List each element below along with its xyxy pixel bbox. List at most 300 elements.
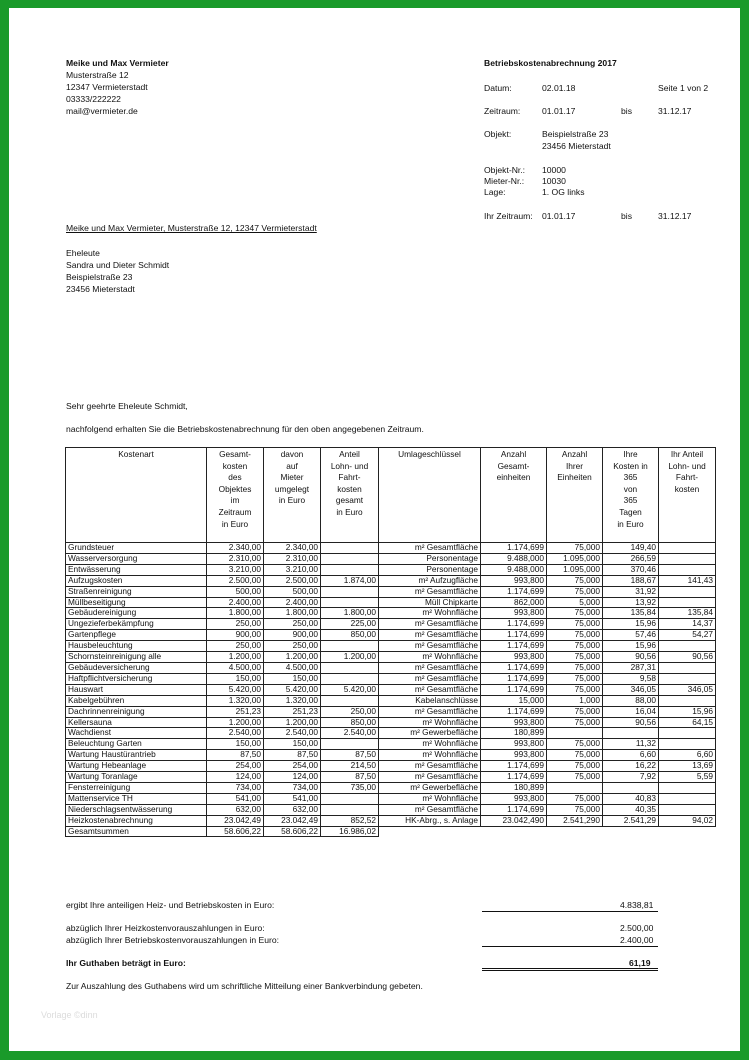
table-cell: 188,67 [603, 575, 659, 586]
table-cell: 64,15 [659, 717, 716, 728]
table-cell [659, 804, 716, 815]
recipient-line1: Eheleute [66, 248, 100, 258]
page-number: Seite 1 von 2 [658, 83, 709, 93]
table-cell: 15,96 [603, 619, 659, 630]
table-cell: 3.210,00 [207, 564, 264, 575]
table-cell: 2.310,00 [264, 553, 321, 564]
column-header: Anzahl Ihrer Einheiten [547, 448, 603, 543]
table-cell: 1.095,000 [547, 564, 603, 575]
table-cell: Wartung Toranlage [66, 772, 207, 783]
table-cell: Hauswart [66, 684, 207, 695]
table-cell [547, 782, 603, 793]
objekt-street: Beispielstraße 23 [542, 129, 609, 139]
table-cell: 1.174,699 [481, 684, 547, 695]
table-cell: 4.500,00 [207, 662, 264, 673]
datum-value: 02.01.18 [542, 83, 576, 93]
table-cell: 75,000 [547, 750, 603, 761]
table-cell: 287,31 [603, 662, 659, 673]
table-cell: m² Gesamtfläche [379, 641, 481, 652]
table-cell [321, 739, 379, 750]
table-row [66, 630, 716, 641]
table-cell: 54,27 [659, 630, 716, 641]
table-cell: 370,46 [603, 564, 659, 575]
table-cell: Heizkostenabrechnung [66, 815, 207, 826]
table-cell: 2.541,29 [603, 815, 659, 826]
table-cell: 1.095,000 [547, 553, 603, 564]
table-cell: Haftpflichtversicherung [66, 673, 207, 684]
table-cell: 87,50 [207, 750, 264, 761]
table-cell: Gartenpflege [66, 630, 207, 641]
table-cell: 40,83 [603, 793, 659, 804]
table-cell: Entwässerung [66, 564, 207, 575]
table-cell: Straßenreinigung [66, 586, 207, 597]
lage-value: 1. OG links [542, 187, 585, 197]
table-cell: Ungezieferbekämpfung [66, 619, 207, 630]
heiz-label: abzüglich Ihrer Heizkostenvorauszahlungen in Euro: [66, 923, 265, 933]
table-row [66, 815, 716, 826]
table-cell [659, 673, 716, 684]
table-cell: 90,56 [603, 717, 659, 728]
table-cell [321, 641, 379, 652]
table-cell: Müll Chipkarte [379, 597, 481, 608]
table-cell: 500,00 [207, 586, 264, 597]
totals-cell: 16.986,02 [321, 826, 379, 837]
table-cell: 75,000 [547, 608, 603, 619]
table-cell: 346,05 [603, 684, 659, 695]
table-cell: 9.488,000 [481, 564, 547, 575]
table-cell: 5.420,00 [207, 684, 264, 695]
table-row [66, 706, 716, 717]
table-cell [321, 564, 379, 575]
table-cell: 1.320,00 [207, 695, 264, 706]
table-cell: m² Gesamtfläche [379, 586, 481, 597]
table-cell [659, 564, 716, 575]
table-cell: 75,000 [547, 804, 603, 815]
table-cell: 1.174,699 [481, 543, 547, 554]
table-cell: Wasserversorgung [66, 553, 207, 564]
guthaben-label: Ihr Guthaben beträgt in Euro: [66, 958, 186, 968]
column-header: Kostenart [66, 448, 207, 543]
ihr-zeitraum-to: 31.12.17 [658, 211, 692, 221]
table-row [66, 553, 716, 564]
table-cell: 1.174,699 [481, 619, 547, 630]
table-cell: 900,00 [264, 630, 321, 641]
table-cell: 2.540,00 [321, 728, 379, 739]
lage-label: Lage: [484, 187, 506, 197]
table-cell: 2.500,00 [264, 575, 321, 586]
table-cell: 1.200,00 [321, 652, 379, 663]
table-row [66, 564, 716, 575]
table-cell: 1.874,00 [321, 575, 379, 586]
table-cell: 3.210,00 [264, 564, 321, 575]
table-row [66, 575, 716, 586]
table-cell: HK-Abrg., s. Anlage [379, 815, 481, 826]
table-cell: 4.500,00 [264, 662, 321, 673]
table-cell [321, 793, 379, 804]
table-cell: Wachdienst [66, 728, 207, 739]
mieter-nr: 10030 [542, 176, 566, 186]
sender-name: Meike und Max Vermieter [66, 58, 169, 68]
table-cell [321, 804, 379, 815]
table-cell: 1.200,00 [207, 717, 264, 728]
table-cell: m² Wohnfläche [379, 793, 481, 804]
table-cell: 1.174,699 [481, 804, 547, 815]
table-cell: 1.174,699 [481, 641, 547, 652]
table-cell: 254,00 [207, 761, 264, 772]
divider [482, 968, 658, 969]
betrieb-label: abzüglich Ihrer Betriebskostenvorauszahlungen in Euro: [66, 935, 280, 945]
table-cell: 75,000 [547, 772, 603, 783]
document-page [9, 8, 740, 1051]
table-cell: 75,000 [547, 662, 603, 673]
sender-phone: 03333/222222 [66, 94, 121, 104]
table-cell: 993,800 [481, 608, 547, 619]
table-cell [659, 543, 716, 554]
table-cell: 75,000 [547, 673, 603, 684]
table-cell: 1.174,699 [481, 662, 547, 673]
table-row [66, 586, 716, 597]
table-cell [603, 782, 659, 793]
table-cell: 88,00 [603, 695, 659, 706]
table-row [66, 804, 716, 815]
table-cell: 1.200,00 [264, 717, 321, 728]
table-cell: 149,40 [603, 543, 659, 554]
table-cell: 15,000 [481, 695, 547, 706]
intro-text: nachfolgend erhalten Sie die Betriebskostenabrechnung für den oben angegebenen Zeitraum. [66, 424, 424, 434]
table-cell: 993,800 [481, 739, 547, 750]
table-cell: 1.200,00 [207, 652, 264, 663]
column-header: Umlageschlüssel [379, 448, 481, 543]
table-cell: 225,00 [321, 619, 379, 630]
table-cell: 250,00 [321, 706, 379, 717]
table-cell: Hausbeleuchtung [66, 641, 207, 652]
table-row [66, 782, 716, 793]
table-cell: 1.800,00 [264, 608, 321, 619]
objekt-nr: 10000 [542, 165, 566, 175]
table-cell: 180,899 [481, 782, 547, 793]
divider [482, 911, 658, 912]
table-cell: 75,000 [547, 575, 603, 586]
table-cell: 135,84 [659, 608, 716, 619]
table-row [66, 717, 716, 728]
table-cell: 1.174,699 [481, 761, 547, 772]
table-cell: Fensterreinigung [66, 782, 207, 793]
table-cell [321, 695, 379, 706]
table-row [66, 641, 716, 652]
table-cell: m² Wohnfläche [379, 652, 481, 663]
table-cell: 13,69 [659, 761, 716, 772]
table-cell: 87,50 [321, 750, 379, 761]
recipient-line2: Sandra und Dieter Schmidt [66, 260, 170, 270]
table-cell: 993,800 [481, 717, 547, 728]
ihr-zeitraum-from: 01.01.17 [542, 211, 576, 221]
objekt-city: 23456 Mieterstadt [542, 141, 611, 151]
table-cell: m² Gesamtfläche [379, 673, 481, 684]
table-row [66, 728, 716, 739]
betrieb-value: 2.400,00 [620, 935, 654, 945]
table-cell: 23.042,490 [481, 815, 547, 826]
table-cell: Grundsteuer [66, 543, 207, 554]
table-cell: 141,43 [659, 575, 716, 586]
table-cell: m² Gesamtfläche [379, 761, 481, 772]
table-cell: 180,899 [481, 728, 547, 739]
table-cell: Niederschlagsentwässerung [66, 804, 207, 815]
table-cell: 1.200,00 [264, 652, 321, 663]
table-cell [603, 728, 659, 739]
table-cell: 75,000 [547, 684, 603, 695]
table-cell: 75,000 [547, 543, 603, 554]
table-cell [659, 597, 716, 608]
table-cell: 1,000 [547, 695, 603, 706]
table-cell: 31,92 [603, 586, 659, 597]
sender-email: mail@vermieter.de [66, 106, 138, 116]
table-cell: m² Gesamtfläche [379, 706, 481, 717]
table-cell: 23.042,49 [264, 815, 321, 826]
table-cell: 40,35 [603, 804, 659, 815]
table-cell: 900,00 [207, 630, 264, 641]
anteil-value: 4.838,81 [620, 900, 654, 910]
objekt-nr-label: Objekt-Nr.: [484, 165, 526, 175]
table-cell [659, 553, 716, 564]
table-cell: Dachrinnenreinigung [66, 706, 207, 717]
ihr-zeitraum-bis: bis [621, 211, 632, 221]
table-cell [659, 662, 716, 673]
table-cell: 13,92 [603, 597, 659, 608]
table-cell: 993,800 [481, 652, 547, 663]
table-cell: 1.174,699 [481, 586, 547, 597]
zeitraum-label: Zeitraum: [484, 106, 521, 116]
zeitraum-bis: bis [621, 106, 632, 116]
table-row [66, 608, 716, 619]
table-cell: 2.541,290 [547, 815, 603, 826]
table-cell [659, 728, 716, 739]
table-row [66, 662, 716, 673]
table-cell: 1.320,00 [264, 695, 321, 706]
table-cell: 75,000 [547, 739, 603, 750]
table-cell: 6,60 [603, 750, 659, 761]
table-cell [659, 695, 716, 706]
guthaben-value: 61,19 [629, 958, 651, 968]
table-cell: 862,000 [481, 597, 547, 608]
table-cell: 75,000 [547, 619, 603, 630]
table-cell: m² Gesamtfläche [379, 630, 481, 641]
table-row [66, 750, 716, 761]
totals-cell: 58.606,22 [264, 826, 321, 837]
table-cell: 150,00 [207, 673, 264, 684]
table-cell: 250,00 [264, 641, 321, 652]
table-cell: m² Gesamtfläche [379, 619, 481, 630]
anteil-label: ergibt Ihre anteiligen Heiz- und Betriebskosten in Euro: [66, 900, 275, 910]
recipient-line3: Beispielstraße 23 [66, 272, 133, 282]
table-row [66, 652, 716, 663]
table-cell: Beleuchtung Garten [66, 739, 207, 750]
column-header: Ihre Kosten in 365 von 365 Tagen in Euro [603, 448, 659, 543]
table-cell [321, 597, 379, 608]
table-cell: 993,800 [481, 793, 547, 804]
table-cell: 90,56 [603, 652, 659, 663]
column-header: davon auf Mieter umgelegt in Euro [264, 448, 321, 543]
table-cell: 1.174,699 [481, 772, 547, 783]
ihr-zeitraum-label: Ihr Zeitraum: [484, 211, 533, 221]
table-cell: m² Gesamtfläche [379, 543, 481, 554]
table-cell: 75,000 [547, 717, 603, 728]
table-cell: m² Wohnfläche [379, 750, 481, 761]
table-cell: Wartung Hebeanlage [66, 761, 207, 772]
table-row [66, 761, 716, 772]
objekt-label: Objekt: [484, 129, 512, 139]
table-cell: 251,23 [264, 706, 321, 717]
table-cell: 75,000 [547, 630, 603, 641]
table-cell: m² Gesamtfläche [379, 684, 481, 695]
datum-label: Datum: [484, 83, 512, 93]
totals-row [66, 826, 716, 837]
table-cell [547, 728, 603, 739]
table-cell: 735,00 [321, 782, 379, 793]
table-cell: 1.174,699 [481, 706, 547, 717]
table-row [66, 543, 716, 554]
table-cell: 2.310,00 [207, 553, 264, 564]
table-cell: 75,000 [547, 586, 603, 597]
table-cell [659, 739, 716, 750]
table-cell: Personentage [379, 553, 481, 564]
table-cell: 90,56 [659, 652, 716, 663]
table-cell: 14,37 [659, 619, 716, 630]
table-cell: 150,00 [207, 739, 264, 750]
cost-table [65, 447, 716, 837]
table-cell: 2.400,00 [264, 597, 321, 608]
table-cell: 850,00 [321, 630, 379, 641]
table-cell [659, 641, 716, 652]
table-cell: 214,50 [321, 761, 379, 772]
salutation: Sehr geehrte Eheleute Schmidt, [66, 401, 188, 411]
table-cell: 9.488,000 [481, 553, 547, 564]
table-row [66, 793, 716, 804]
table-cell: 9,58 [603, 673, 659, 684]
table-cell: m² Wohnfläche [379, 717, 481, 728]
table-cell: 75,000 [547, 761, 603, 772]
sender-city: 12347 Vermieterstadt [66, 82, 148, 92]
totals-cell: 58.606,22 [207, 826, 264, 837]
table-cell: Personentage [379, 564, 481, 575]
table-cell: 75,000 [547, 652, 603, 663]
table-cell: 1.174,699 [481, 673, 547, 684]
table-cell: 266,59 [603, 553, 659, 564]
mieter-nr-label: Mieter-Nr.: [484, 176, 525, 186]
column-header: Anteil Lohn- und Fahrt- kosten gesamt in Euro [321, 448, 379, 543]
table-cell: Schornsteinreinigung alle [66, 652, 207, 663]
table-cell: 135,84 [603, 608, 659, 619]
table-cell: 57,46 [603, 630, 659, 641]
table-cell: 15,96 [659, 706, 716, 717]
table-cell: 250,00 [207, 641, 264, 652]
closing-text: Zur Auszahlung des Guthabens wird um schriftliche Mitteilung einer Bankverbindung gebeten. [66, 981, 423, 991]
table-cell: 734,00 [264, 782, 321, 793]
table-cell: m² Aufzugfläche [379, 575, 481, 586]
table-header-row [66, 448, 716, 543]
watermark: Vorlage ©dinn [41, 1010, 98, 1020]
table-cell: 251,23 [207, 706, 264, 717]
zeitraum-to: 31.12.17 [658, 106, 692, 116]
column-header: Gesamt- kosten des Objektes im Zeitraum in Euro [207, 448, 264, 543]
table-cell: 75,000 [547, 641, 603, 652]
table-row [66, 597, 716, 608]
recipient-line4: 23456 Mieterstadt [66, 284, 135, 294]
table-cell: 5.420,00 [321, 684, 379, 695]
sender-street: Musterstraße 12 [66, 70, 129, 80]
table-cell: 1.800,00 [207, 608, 264, 619]
table-cell: Aufzugskosten [66, 575, 207, 586]
table-cell: m² Gewerbefläche [379, 782, 481, 793]
table-cell: 75,000 [547, 793, 603, 804]
table-cell: 150,00 [264, 673, 321, 684]
table-cell: 2.540,00 [264, 728, 321, 739]
table-cell: 150,00 [264, 739, 321, 750]
divider [482, 970, 658, 971]
table-cell: 632,00 [264, 804, 321, 815]
table-cell: 1.800,00 [321, 608, 379, 619]
table-cell [659, 586, 716, 597]
table-cell: 16,22 [603, 761, 659, 772]
table-cell: m² Gewerbefläche [379, 728, 481, 739]
table-cell: Gebäudereinigung [66, 608, 207, 619]
table-cell: 254,00 [264, 761, 321, 772]
table-cell [321, 543, 379, 554]
table-cell: 250,00 [207, 619, 264, 630]
table-cell [659, 782, 716, 793]
table-cell: 11,32 [603, 739, 659, 750]
table-cell: 850,00 [321, 717, 379, 728]
table-cell: m² Wohnfläche [379, 608, 481, 619]
table-cell: Kellersauna [66, 717, 207, 728]
table-cell [321, 553, 379, 564]
table-cell: 250,00 [264, 619, 321, 630]
table-cell: 124,00 [207, 772, 264, 783]
table-cell: 1.174,699 [481, 630, 547, 641]
table-cell: Kabelanschlüsse [379, 695, 481, 706]
table-cell: 23.042,49 [207, 815, 264, 826]
table-cell: 75,000 [547, 706, 603, 717]
table-cell: 632,00 [207, 804, 264, 815]
table-cell: 16,04 [603, 706, 659, 717]
table-row [66, 673, 716, 684]
return-address: Meike und Max Vermieter, Musterstraße 12, 12347 Vermieterstadt [66, 223, 317, 233]
table-cell: 2.400,00 [207, 597, 264, 608]
table-cell: 124,00 [264, 772, 321, 783]
table-cell: 2.500,00 [207, 575, 264, 586]
table-cell: 6,60 [659, 750, 716, 761]
table-cell: 15,96 [603, 641, 659, 652]
table-cell [321, 662, 379, 673]
table-cell [659, 793, 716, 804]
table-row [66, 739, 716, 750]
table-cell: 346,05 [659, 684, 716, 695]
totals-cell: Gesamtsummen [66, 826, 207, 837]
table-row [66, 695, 716, 706]
table-cell: 2.340,00 [207, 543, 264, 554]
table-cell: 993,800 [481, 575, 547, 586]
table-cell [321, 586, 379, 597]
heiz-value: 2.500,00 [620, 923, 654, 933]
table-cell: 541,00 [207, 793, 264, 804]
table-cell: 734,00 [207, 782, 264, 793]
column-header: Ihr Anteil Lohn- und Fahrt- kosten [659, 448, 716, 543]
table-cell: m² Gesamtfläche [379, 662, 481, 673]
table-cell: Wartung Haustürantrieb [66, 750, 207, 761]
zeitraum-from: 01.01.17 [542, 106, 576, 116]
table-cell: 541,00 [264, 793, 321, 804]
table-cell: Müllbeseitigung [66, 597, 207, 608]
table-cell: 5.420,00 [264, 684, 321, 695]
